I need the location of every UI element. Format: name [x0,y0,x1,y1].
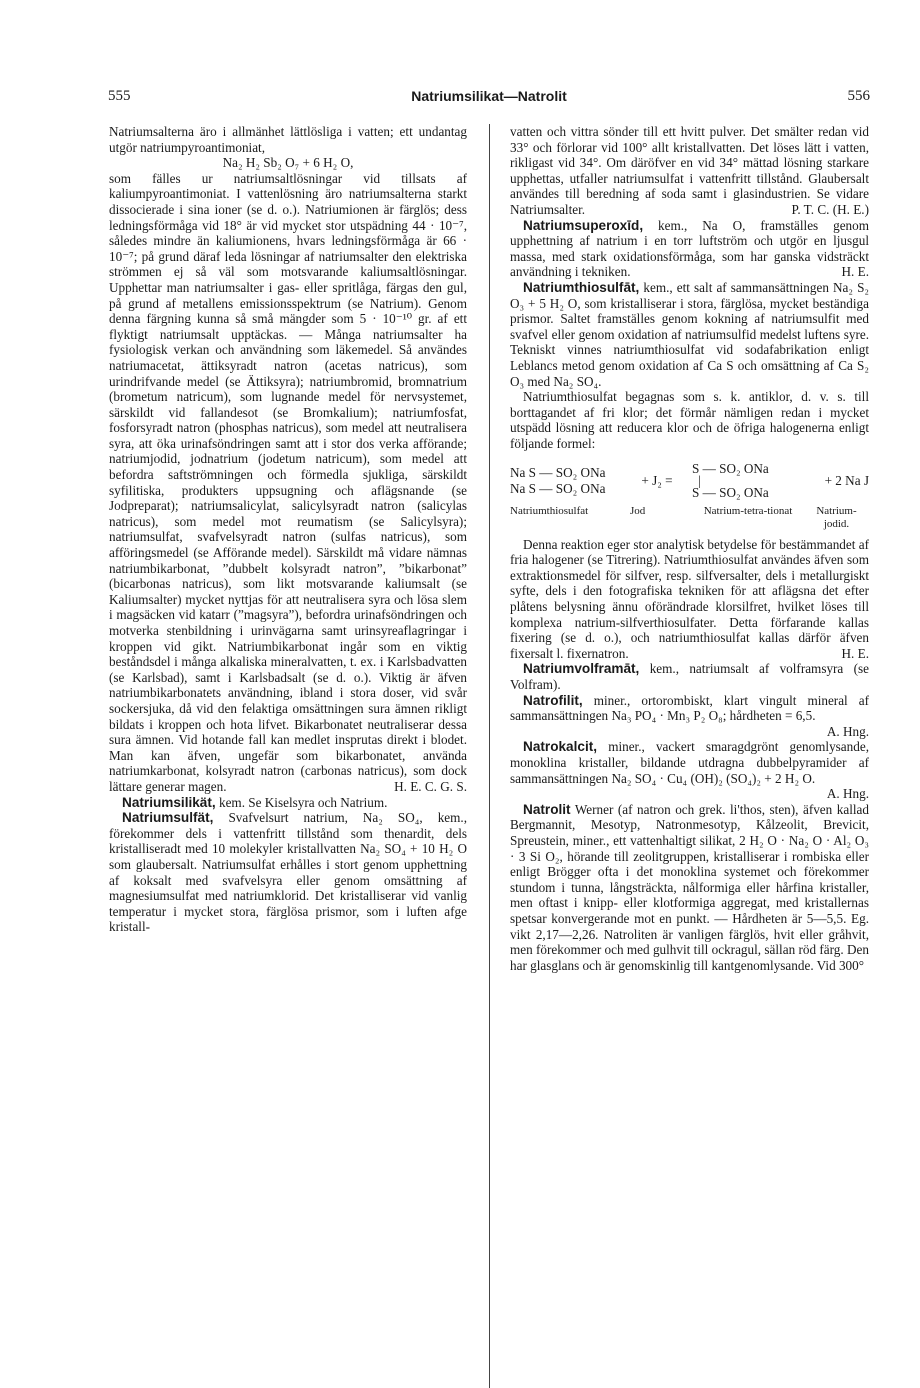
left-column [109,124,467,935]
entry-natriumsuperoxid [510,218,869,280]
entry-natrolit [510,802,869,974]
page-number-left: 555 [108,88,131,104]
running-title: Natriumsilikat—Natrolit [411,88,567,104]
author-signature: P. T. C. (H. E.) [791,201,869,217]
formula-operator: + J₂ = [641,473,673,489]
paragraph-text: vatten och vittra sönder till ett hvitt pulver. Det smälter redan vid 33° och förlorar vid 100° allt kristallvatten. Det löses lätt i vatten, rikligast vid 34°. Om däröfver en vid 34° mättad lösning starkare upphettas, utfaller natriumsulfat i vattenfritt tillstånd. Glaubersalt användes till beredning af soda samt i glasindustrien. Se vidare Natriumsalter. [510,124,869,217]
page-header [108,88,870,108]
paragraph-text: som fälles ur natriumsaltlösningar vid tillsats af kaliumpyroantimoniat. I vattenlösning äro natriumsalterna starkt dissocierade i sina ioner (se d. o.). Natriumionen är färglös; dess ledningsförmåga vid 18° är vid mycket stor utspädning 44 · 10⁻⁷, således mindre än kaliumionens, hvars ledningsförmåga är 66 · 10⁻⁷; på grund däraf leda lösningar af natriumsalter den elektriska strömmen ej så väl som motsvarande kaliumsaltlösningar. Upphettar man natriumsalter i gas- eller spritlåga, färgas den gul, på grund af metallens emissionsspektrum (se Natrium). Genom denna färgning kunna så små mängder som 5 · 10⁻¹⁰ gr. af ett flyktigt natriumsalt upptäckas. — Många natriumsalter ha fysiologisk verkan och användning som läkemedel. Så användes natriumacetat, ättiksyradt natron (acetas natricus), som urindrifvande medel (se Ättiksyra); natriumbromid, bromnatrium (brometum natricum), som lugnande medel för nervsystemet, särskildt vid fallandesot (se Bromkalium); natriumfosfat, fosforsyradt natron (phosphas natricus), som medel att neutralisera syra, att öka urinafsöndringen samt att i stor dos verka afförande; natriumjodid, jodnatrium (jodetum natricum), som medel att befordra saftströmningen och förmedla sjukliga, särskildt syfilitiska, produkters uppsugning och aflägsnande (se Jodpreparat); natriumsalicylat, salicylsyradt natron (salicylas natricus), som medel mot reumatism (se Salicylsyra); natriumsulfat, svafvelsyradt natron (sulfas natricus), som afföringsmedel (se Afförande medel). Särskildt må vidare nämnas natriumbikarbonat, ”dubbelt kolsyradt natron”, ”bikarbonat” (bicarbonas natricus), som likt motsvarande kaliumsalt (se Kaliumsalter) mycket nyttjas för att neutralisera syra och lösa slem i magsäcken vid katarr (”magsyra”), befordra urinafsöndringen och motverka stenbildning i urinvägarna samt urinsyreaflagringar i kroppen vid gikt. Natriumbikarbonat ingår som en viktig beståndsdel i många alkaliska mineralvatten, t. ex. i Karlsbadvatten (se Karlsbad), samt i Karlsbadsalt (se d. o.). Viktig är äfven natriumbikarbonatets användning, ibland i stora doser, vid svår sockersjuka, då vid den felaktiga omsättningen sura ämnen rikligt bildats i kroppen och hota lifvet. Bikarbonatet neutraliserar dessa sura ämnen. Vid hotande fall kan medlet insprutas direkt i blodet. Man kan äfven, ungefär som bikarbonatet, använda natriumkarbonat, kolsyradt natron (carbonas natricus), som dock lättare generar magen. [109,170,467,794]
right-column [510,124,869,973]
entry-headword: Natriumsulfät, [122,810,214,826]
entry-headword: Natrofilit, [523,692,583,708]
entry-headword: Natriumsilikät, [122,794,216,810]
formula-caption: Natriumthiosulfat [510,504,589,517]
formula-product: S — SO₂ ONa [692,461,769,477]
formula-bond: | [698,473,701,489]
entry-body: Svafvelsurt natrium, Na₂ SO₄, kem., förekommer dels i vattenfritt tillstånd som thenardit, dels kristalliseradt med 10 molekyler kristallvatten Na₂ SO₄ + 10 H₂ O som glaubersalt. Natriumsulfat erhålles i stort genom upphettning af koksalt med svafvelsyra eller genom omsättning af magnesiumsulfat med natriumklorid. Det kristalliserar vid vanlig temperatur i mycket stora, färglösa prismor, som i luften afge kristall- [109,810,468,935]
formula-reactant: Na S — SO₂ ONa [510,481,606,497]
entry-natriumsulfat [109,810,467,935]
entry-body: miner., ortorombiskt, klart vingult mineral af sammansättningen Na₃ PO₄ · Mn₃ P₂ O₈; hårdheten = 6,5. [510,692,869,724]
paragraph [510,537,869,662]
author-signature: A. Hng. [826,723,869,739]
entry-headword: Natriumsuperoxīd, [523,217,644,233]
paragraph: Natriumthiosulfat begagnas som s. k. antiklor, d. v. s. till borttagandet af fri klor; det förmår nämligen redan i mycket utspädd lösning att reducera klor och de öfriga halogenerna enligt följande formel: [510,389,869,451]
author-signature: H. E. [841,645,869,661]
formula-reactant: Na S — SO₂ ONa [510,465,606,481]
entry-body: kem., Na O, framställes genom upphettning af natrium i en torr luftström och utgör en ljusgul massa, med stark oxidationsförmåga, som har ganska vidsträckt användning i tekniken. [510,217,870,280]
entry-natriumthiosulfat [510,280,869,389]
entry-headword: Natriumthiosulfāt, [523,279,640,295]
paragraph-text: Denna reaktion eger stor analytisk betydelse för bestämmandet af fria halogener (se Titrering). Natriumthiosulfat användes äfven som extraktionsmedel för silfver, resp. silfversalter, dels i metallurgiskt syfte, dels i den fotografiska tekniken för att aflägsna det efter plåtens belysning ännu oförändrade klorsilfret, hvilket löses till komplexa natrium-silfverthiosulfater. Detta förfarande kallas fixering (se d. o.), och natriumthiosulfat kallas därför äfven fixersalt l. fixernatron. [510,536,869,661]
entry-body: kem. Se Kiselsyra och Natrium. [218,794,388,810]
formula-caption: Natrium-jodid. [816,504,857,530]
paragraph [109,171,467,795]
author-signature: H. E. C. G. S. [394,778,467,794]
entry-body: Werner (af natron och grek. li'thos, sten), äfven kallad Bergmannit, Mesotyp, Natronmesotyp, Kålzeolit, Brevicit, Spreustein, miner., ett vattenhaltigt silikat, 2 H₂ O · Na₂ O · Al₂ O₃ · 3 Si O₂, hörande till zeolitgruppen, kristalliserar i rombiska eller enligt Brögger ofta i det monoklina systemet och förekommer stundom i tunna, långsträckta, nålformiga eller hårfina kristaller, men oftast i knipp- eller klotformiga aggregat, med kristallernas spetsar konvergerande mot en punkt. — Hårdheten är 5—5,5. Eg. vikt 2,17—2,26. Natroliten är vanligen färglös, hvit eller gråhvit, men förekommer och med gulhvit till ockragul, sällan röd färg. Den har glasglans och är genomskinlig till kantgenomlysande. Vid 300° [510,801,869,973]
formula-captions [510,505,869,531]
entry-natriumsilikat [109,795,467,811]
formula-caption: Jod [630,504,646,517]
entry-body: kem., ett salt af sammansättningen Na₂ S₂ O₃ + 5 H₂ O, som kristalliserar i stora, färglösa, mycket beständiga prismor. Saltet framställes genom kokning af natriumsulfit med svafvel eller genom oxidation af natriumsulfid medelst luftens syre. Tekniskt vinnes natriumthiosulfat vid sodafabrikation enligt Leblancs metod genom oxidation af Ca S och omsättning af Ca S₂ O₃ med Na₂ SO₄. [510,279,869,389]
formula-product: + 2 Na J [824,473,869,489]
entry-body: kem., natriumsalt af volframsyra (se Volfram). [510,661,870,692]
formula-caption: Natrium-tetra-tionat [703,504,793,517]
entry-body: miner., vackert smaragdgrönt genomlysande, monoklina kristaller, bildande utdragna dubbelpyramider af sammansättningen Na₂ SO₄ · Cu₄ (OH)₂ (SO₄)₂ + 2 H₂ O. [510,739,869,786]
paragraph [510,124,869,218]
entry-headword: Natrolit [523,801,571,817]
formula-product: S — SO₂ ONa [692,485,769,501]
entry-natrofilit [510,692,869,739]
entry-headword: Natriumvolframāt, [523,661,640,677]
entry-headword: Natrokalcit, [523,739,598,755]
author-signature: A. Hng. [826,786,869,802]
reaction-formula [510,461,869,530]
formula-line: Na₂ H₂ Sb₂ O₇ + 6 H₂ O, [222,155,354,171]
column-divider [489,124,490,1388]
entry-natriumvolframat [510,661,869,692]
page-number-right: 556 [847,88,870,104]
author-signature: H. E. [841,264,869,280]
entry-natrokalcit [510,739,869,802]
paragraph: Natriumsalterna äro i allmänhet lättlösliga i vatten; ett undantag utgör natriumpyroantimoniat, [109,124,467,155]
